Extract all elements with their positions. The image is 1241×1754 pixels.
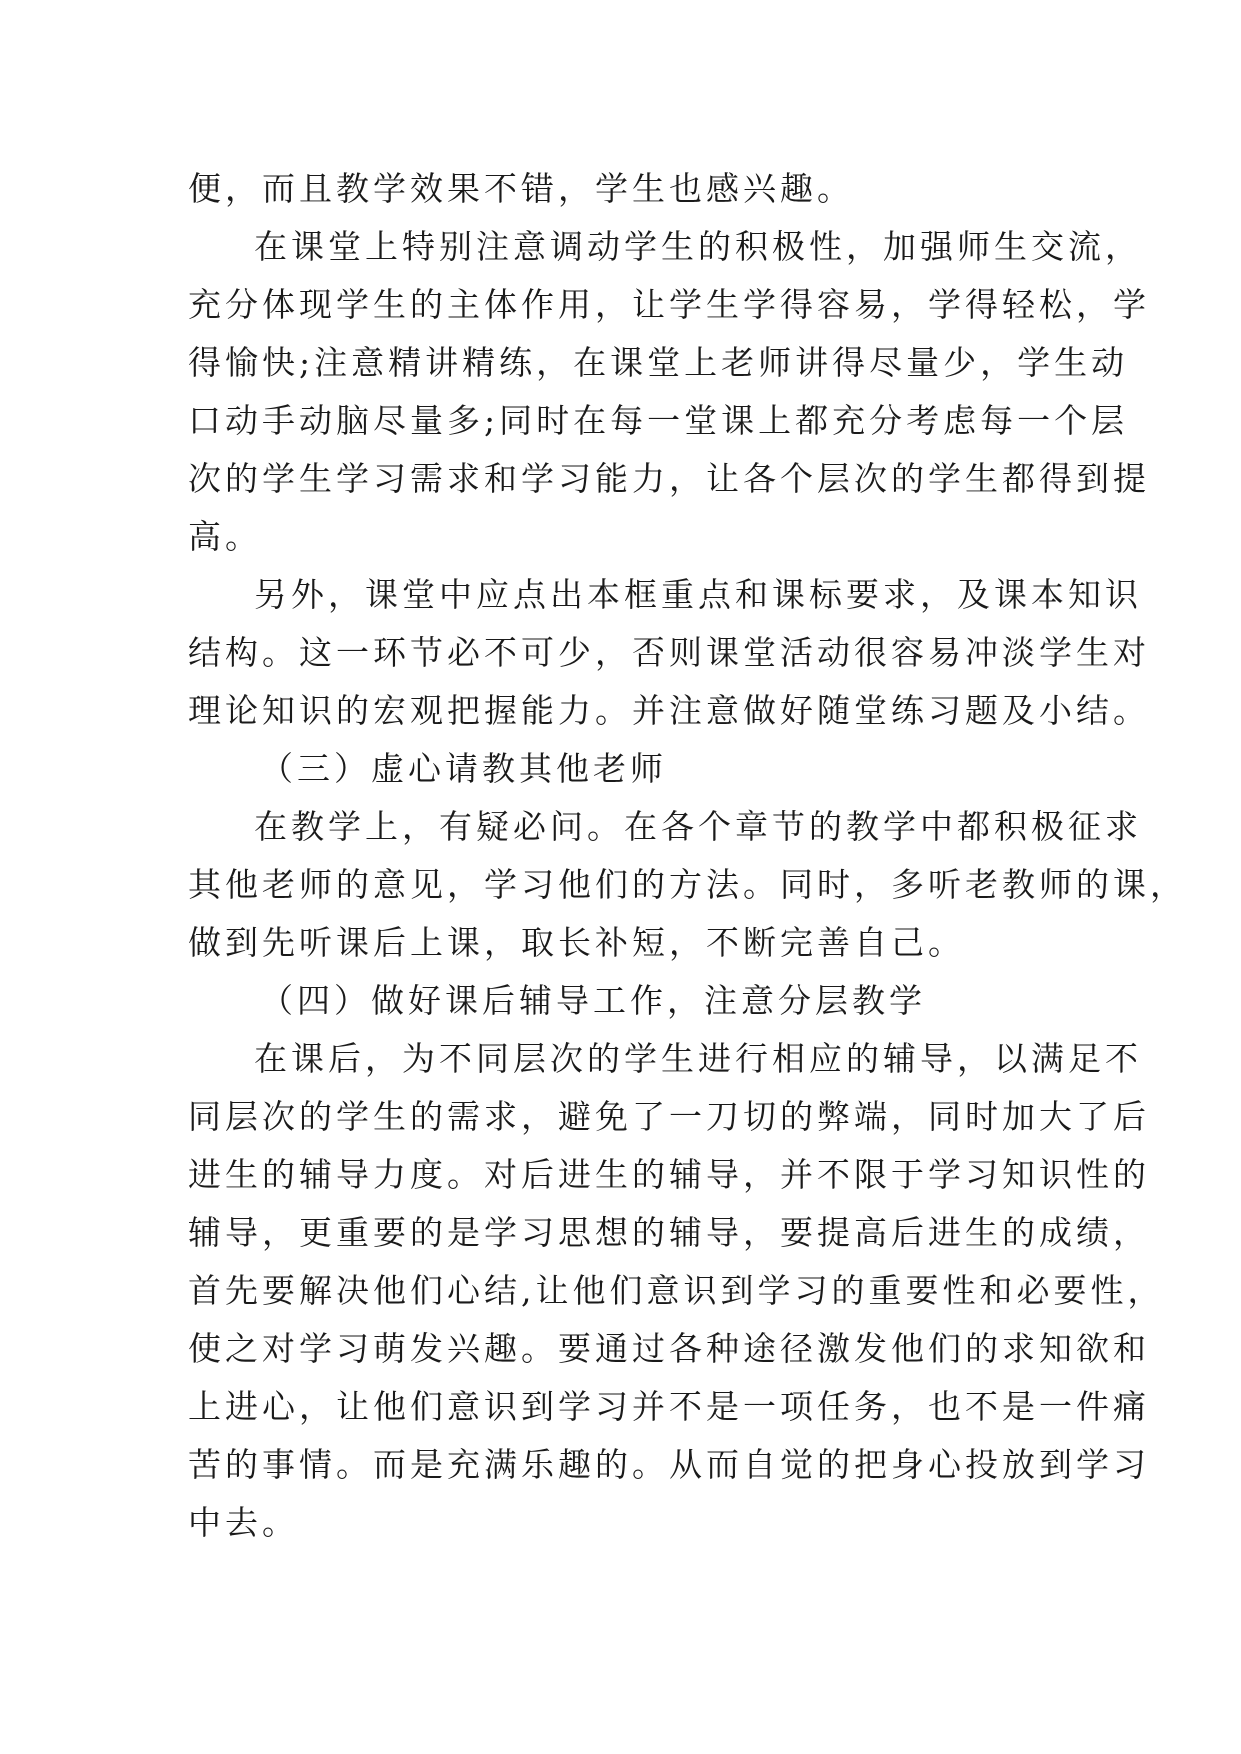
text-line: 便，而且教学效果不错，学生也感兴趣。 [188, 169, 854, 208]
text-line: 同层次的学生的需求，避免了一刀切的弊端，同时加大了后 [188, 1097, 1150, 1136]
section-heading-3: （三）虚心请教其他老师 [260, 749, 667, 788]
text-line: 辅导，更重要的是学习思想的辅导，要提高后进生的成绩， [188, 1213, 1150, 1252]
text-line: 高。 [188, 517, 262, 556]
paragraph-start-line: 在教学上，有疑必问。在各个章节的教学中都积极征求 [254, 807, 1142, 846]
paragraph-start-line: 在课后，为不同层次的学生进行相应的辅导，以满足不 [254, 1039, 1142, 1078]
text-line: 口动手动脑尽量多;同时在每一堂课上都充分考虑每一个层 [188, 401, 1129, 440]
text-line: 进生的辅导力度。对后进生的辅导，并不限于学习知识性的 [188, 1155, 1150, 1194]
text-line: 做到先听课后上课，取长补短，不断完善自己。 [188, 923, 965, 962]
text-line: 中去。 [188, 1503, 299, 1542]
text-line: 首先要解决他们心结,让他们意识到学习的重要性和必要性， [188, 1271, 1165, 1310]
text-line: 使之对学习萌发兴趣。要通过各种途径激发他们的求知欲和 [188, 1329, 1150, 1368]
text-line: 理论知识的宏观把握能力。并注意做好随堂练习题及小结。 [188, 691, 1150, 730]
text-line: 得愉快;注意精讲精练，在课堂上老师讲得尽量少，学生动 [188, 343, 1129, 382]
paragraph-start-line: 另外，课堂中应点出本框重点和课标要求，及课本知识 [254, 575, 1142, 614]
text-line: 苦的事情。而是充满乐趣的。从而自觉的把身心投放到学习 [188, 1445, 1150, 1484]
text-line: 其他老师的意见，学习他们的方法。同时，多听老教师的课， [188, 865, 1187, 904]
text-line: 上进心，让他们意识到学习并不是一项任务，也不是一件痛 [188, 1387, 1150, 1426]
text-line: 次的学生学习需求和学习能力，让各个层次的学生都得到提 [188, 459, 1150, 498]
text-line: 结构。这一环节必不可少，否则课堂活动很容易冲淡学生对 [188, 633, 1150, 672]
text-line: 充分体现学生的主体作用，让学生学得容易，学得轻松，学 [188, 285, 1150, 324]
paragraph-start-line: 在课堂上特别注意调动学生的积极性，加强师生交流， [254, 227, 1142, 266]
section-heading-4: （四）做好课后辅导工作，注意分层教学 [260, 981, 926, 1020]
document-body [188, 160, 1187, 1552]
